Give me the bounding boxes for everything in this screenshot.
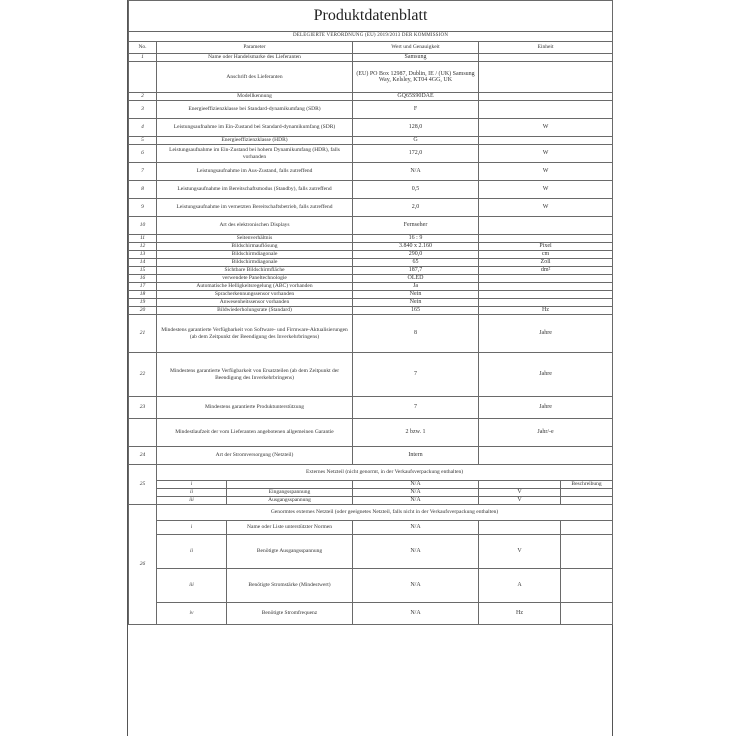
row-parameter: Energieeffizienzklasse (HDR)	[157, 137, 353, 145]
column-header-row	[129, 42, 613, 54]
table-row	[129, 163, 613, 181]
row-value: 2,0	[353, 199, 479, 217]
ext-psu-subheader-row	[129, 481, 613, 489]
table-row	[129, 299, 613, 307]
std-psu-parameter: Benötigte Stromfrequenz	[227, 603, 353, 625]
row-unit	[479, 283, 613, 291]
table-row	[129, 235, 613, 243]
row-unit: W	[479, 119, 613, 137]
datasheet-table	[128, 0, 613, 625]
ext-psu-heading: Externes Netzteil (nicht genormt, in der Verkaufsverpackung enthalten)	[157, 465, 613, 481]
row-parameter: Bildwiederholungsrate (Standard)	[157, 307, 353, 315]
table-row	[129, 315, 613, 353]
row-number: 13	[129, 251, 157, 259]
ext-psu-parameter: Eingangsspannung	[227, 489, 353, 497]
row-unit: W	[479, 163, 613, 181]
ext-psu-row	[129, 497, 613, 505]
ext-psu-description	[561, 489, 613, 497]
std-psu-value: N/A	[353, 603, 479, 625]
row-parameter: Leistungsaufnahme im Ein-Zustand bei hohem Dynamikumfang (HDR), falls vorhanden	[157, 145, 353, 163]
std-psu-parameter: Name oder Liste unterstützter Normen	[227, 521, 353, 535]
std-psu-row	[129, 521, 613, 535]
row-parameter: Anschrift des Lieferanten	[157, 62, 353, 93]
row-parameter: verwendete Paneltechnologie	[157, 275, 353, 283]
row-value: 65	[353, 259, 479, 267]
std-psu-roman: iv	[157, 603, 227, 625]
row-number: 21	[129, 315, 157, 353]
row-unit: Jahr/-e	[479, 419, 613, 447]
row-unit: W	[479, 145, 613, 163]
ext-psu-parameter: Ausgangsspannung	[227, 497, 353, 505]
row-value: 8	[353, 315, 479, 353]
std-psu-value: N/A	[353, 535, 479, 569]
row-parameter: Anwesenheitssensor vorhanden	[157, 299, 353, 307]
ext-psu-col-unit	[479, 481, 561, 489]
row-parameter: Leistungsaufnahme im Aus-Zustand, falls zutreffend	[157, 163, 353, 181]
ext-psu-roman: ii	[157, 489, 227, 497]
row-parameter: Energieeffizienzklasse bei Standard-dynamikumfang (SDR)	[157, 101, 353, 119]
std-psu-row	[129, 569, 613, 603]
row-parameter: Mindestens garantierte Verfügbarkeit von Ersatzteilen (ab dem Zeitpunkt der Beendigung des Inverkehrbringens)	[157, 353, 353, 397]
ext-psu-unit: V	[479, 497, 561, 505]
row-value: Nein	[353, 291, 479, 299]
table-row	[129, 259, 613, 267]
row-value: 3.840 x 2.160	[353, 243, 479, 251]
table-row	[129, 137, 613, 145]
row-number: 8	[129, 181, 157, 199]
row-unit: dm²	[479, 267, 613, 275]
row-unit	[479, 275, 613, 283]
row-unit	[479, 101, 613, 119]
row-number: 19	[129, 299, 157, 307]
row-number: 4	[129, 119, 157, 137]
header-value: Wert und Genauigkeit	[353, 42, 479, 54]
row-parameter: Sichtbare Bildschirmfläche	[157, 267, 353, 275]
row-value: 128,0	[353, 119, 479, 137]
row-parameter: Bildschirmdiagonale	[157, 259, 353, 267]
ext-psu-unit: V	[479, 489, 561, 497]
std-psu-roman: i	[157, 521, 227, 535]
row-parameter: Art des elektronischen Displays	[157, 217, 353, 235]
row-parameter: Leistungsaufnahme im vernetzten Bereitschaftsbetrieb, falls zutreffend	[157, 199, 353, 217]
std-psu-extra	[561, 569, 613, 603]
row-value: Ja	[353, 283, 479, 291]
ext-psu-col-value: N/A	[353, 481, 479, 489]
table-row	[129, 119, 613, 137]
table-row	[129, 54, 613, 62]
row-unit	[479, 217, 613, 235]
row-unit: W	[479, 181, 613, 199]
row-parameter: Art der Stromversorgung (Netzteil)	[157, 447, 353, 465]
ext-psu-roman: iii	[157, 497, 227, 505]
row-parameter: Leistungsaufnahme im Ein-Zustand bei Standard-dynamikumfang (SDR)	[157, 119, 353, 137]
table-row	[129, 199, 613, 217]
row-number: 15	[129, 267, 157, 275]
row-number: 1	[129, 54, 157, 62]
table-row	[129, 397, 613, 419]
ext-psu-number: 25	[129, 465, 157, 505]
row-value: 0,5	[353, 181, 479, 199]
ext-psu-col-description: Beschreibung	[561, 481, 613, 489]
row-value: 7	[353, 353, 479, 397]
std-psu-extra	[561, 603, 613, 625]
row-parameter: Seitenverhältnis	[157, 235, 353, 243]
row-value: 290,0	[353, 251, 479, 259]
row-unit	[479, 291, 613, 299]
row-number	[129, 419, 157, 447]
row-number	[129, 62, 157, 93]
std-psu-value: N/A	[353, 521, 479, 535]
table-row	[129, 217, 613, 235]
row-unit	[479, 54, 613, 62]
row-unit	[479, 447, 613, 465]
row-number: 17	[129, 283, 157, 291]
row-value: 187,7	[353, 267, 479, 275]
row-value: 7	[353, 397, 479, 419]
row-parameter: Name oder Handelsmarke des Lieferanten	[157, 54, 353, 62]
table-row	[129, 251, 613, 259]
row-number: 24	[129, 447, 157, 465]
row-number: 6	[129, 145, 157, 163]
row-value: GQ65S90DAE	[353, 93, 479, 101]
std-psu-extra	[561, 535, 613, 569]
row-unit: Pixel	[479, 243, 613, 251]
regulation-subtitle: DELEGIERTE VERORDNUNG (EU) 2019/2013 DER KOMMISSION	[129, 32, 613, 42]
product-datasheet	[127, 0, 613, 736]
row-number: 9	[129, 199, 157, 217]
std-psu-heading-row	[129, 505, 613, 521]
row-number: 11	[129, 235, 157, 243]
row-parameter: Spracherkennungssensor vorhanden	[157, 291, 353, 299]
row-unit	[479, 93, 613, 101]
row-value: (EU) PO Box 12987, Dublin, IE / (UK) Samsung Way, Kelsley, KT04 4GG, UK	[353, 62, 479, 93]
std-psu-unit	[479, 521, 561, 535]
row-parameter: Bildschirmauflösung	[157, 243, 353, 251]
row-parameter: Bildschirmdiagonale	[157, 251, 353, 259]
row-number: 23	[129, 397, 157, 419]
table-row	[129, 419, 613, 447]
row-value: 172,0	[353, 145, 479, 163]
std-psu-roman: iii	[157, 569, 227, 603]
std-psu-extra	[561, 521, 613, 535]
row-parameter: Automatische Helligkeitsregelung (ABC) vorhanden	[157, 283, 353, 291]
row-number: 14	[129, 259, 157, 267]
row-unit: cm	[479, 251, 613, 259]
row-number: 22	[129, 353, 157, 397]
row-value: 16 : 9	[353, 235, 479, 243]
row-unit	[479, 299, 613, 307]
row-value: Nein	[353, 299, 479, 307]
std-psu-unit: V	[479, 535, 561, 569]
std-psu-number: 26	[129, 505, 157, 625]
page-title: Produktdatenblatt	[129, 1, 613, 32]
row-number: 18	[129, 291, 157, 299]
row-value: 2 bzw. 1	[353, 419, 479, 447]
row-number: 2	[129, 93, 157, 101]
ext-psu-value: N/A	[353, 489, 479, 497]
row-unit: Zoll	[479, 259, 613, 267]
row-unit: W	[479, 199, 613, 217]
row-parameter: Mindestens garantierte Produktunterstützung	[157, 397, 353, 419]
row-value: F	[353, 101, 479, 119]
ext-psu-value: N/A	[353, 497, 479, 505]
row-value: 165	[353, 307, 479, 315]
row-value: Intern	[353, 447, 479, 465]
table-row	[129, 353, 613, 397]
table-row	[129, 181, 613, 199]
table-row	[129, 283, 613, 291]
row-value: G	[353, 137, 479, 145]
table-row	[129, 101, 613, 119]
table-row	[129, 145, 613, 163]
row-unit	[479, 137, 613, 145]
row-parameter: Mindestlaufzeit der vom Lieferanten angebotenen allgemeinen Garantie	[157, 419, 353, 447]
table-row	[129, 93, 613, 101]
std-psu-value: N/A	[353, 569, 479, 603]
row-parameter: Modellkennung	[157, 93, 353, 101]
table-row	[129, 275, 613, 283]
header-parameter: Parameter	[157, 42, 353, 54]
ext-psu-description	[561, 497, 613, 505]
ext-psu-col-param	[227, 481, 353, 489]
std-psu-row	[129, 535, 613, 569]
std-psu-unit: Hz	[479, 603, 561, 625]
header-unit: Einheit	[479, 42, 613, 54]
std-psu-parameter: Benötigte Ausgangsspannung	[227, 535, 353, 569]
std-psu-parameter: Benötigte Stromstärke (Mindestwert)	[227, 569, 353, 603]
row-parameter: Mindestens garantierte Verfügbarkeit von Software- und Firmware-Aktualisierungen (ab dem Zeitpunkt der Beendigung des Inverkehrbringens)	[157, 315, 353, 353]
row-unit	[479, 62, 613, 93]
table-row	[129, 267, 613, 275]
row-number: 10	[129, 217, 157, 235]
row-number: 12	[129, 243, 157, 251]
table-row	[129, 291, 613, 299]
table-row	[129, 62, 613, 93]
header-no: No.	[129, 42, 157, 54]
std-psu-unit: A	[479, 569, 561, 603]
row-unit: Hz	[479, 307, 613, 315]
ext-psu-heading-row	[129, 465, 613, 481]
row-parameter: Leistungsaufnahme im Bereitschaftsmodus (Standby), falls zutreffend	[157, 181, 353, 199]
std-psu-roman: ii	[157, 535, 227, 569]
table-row	[129, 307, 613, 315]
row-value: Samsung	[353, 54, 479, 62]
row-number: 3	[129, 101, 157, 119]
table-row	[129, 243, 613, 251]
std-psu-heading: Genormtes externes Netzteil (oder geeignetes Netzteil, falls nicht in der Verkaufsverpackung enthalten)	[157, 505, 613, 521]
table-row	[129, 447, 613, 465]
ext-psu-col-i: i	[157, 481, 227, 489]
row-unit: Jahre	[479, 397, 613, 419]
row-number: 5	[129, 137, 157, 145]
row-value: N/A	[353, 163, 479, 181]
row-unit	[479, 235, 613, 243]
row-unit: Jahre	[479, 315, 613, 353]
std-psu-row	[129, 603, 613, 625]
row-value: OLED	[353, 275, 479, 283]
row-number: 20	[129, 307, 157, 315]
row-unit: Jahre	[479, 353, 613, 397]
row-number: 7	[129, 163, 157, 181]
ext-psu-row	[129, 489, 613, 497]
row-value: Fernseher	[353, 217, 479, 235]
row-number: 16	[129, 275, 157, 283]
